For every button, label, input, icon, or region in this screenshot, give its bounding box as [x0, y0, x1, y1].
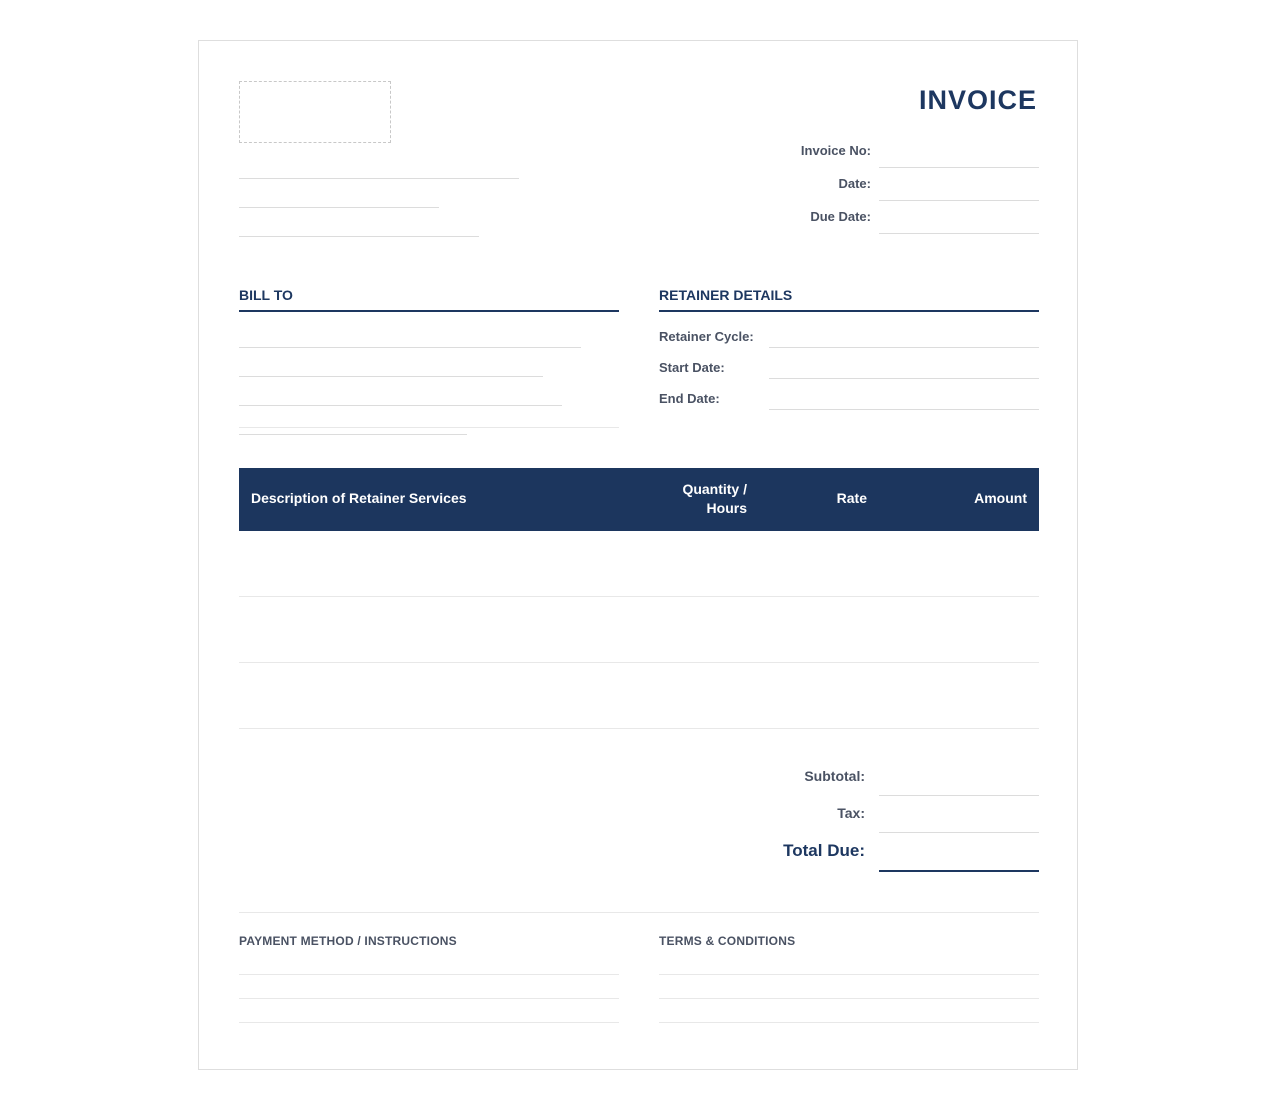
sender-line-1[interactable]	[239, 178, 519, 179]
table-row[interactable]	[239, 662, 1039, 663]
total-due-label: Total Due:	[783, 841, 865, 860]
column-description: Description of Retainer Services	[251, 490, 467, 506]
services-table-header	[239, 468, 1039, 531]
payment-line-2[interactable]	[239, 998, 619, 999]
due-date-label: Due Date:	[810, 209, 871, 224]
bill-to-line-3[interactable]	[239, 405, 562, 406]
invoice-no-field[interactable]	[879, 167, 1039, 168]
date-field[interactable]	[879, 200, 1039, 201]
payment-heading: PAYMENT METHOD / INSTRUCTIONS	[239, 934, 457, 948]
due-date-field[interactable]	[879, 233, 1039, 234]
column-quantity-line1: Quantity /	[682, 481, 747, 497]
bill-to-heading: BILL TO	[239, 287, 293, 303]
terms-line-3[interactable]	[659, 1022, 1039, 1023]
column-amount: Amount	[974, 490, 1027, 506]
table-row[interactable]	[239, 596, 1039, 597]
start-date-label: Start Date:	[659, 360, 725, 375]
end-date-field[interactable]	[769, 409, 1039, 410]
footer-divider	[239, 912, 1039, 913]
total-due-field[interactable]	[879, 870, 1039, 872]
subtotal-label: Subtotal:	[804, 768, 865, 784]
terms-line-2[interactable]	[659, 998, 1039, 999]
invoice-page	[198, 40, 1078, 1070]
terms-line-1[interactable]	[659, 974, 1039, 975]
terms-heading: TERMS & CONDITIONS	[659, 934, 796, 948]
bill-to-line-1[interactable]	[239, 347, 581, 348]
date-label: Date:	[838, 176, 871, 191]
bill-to-line-4[interactable]	[239, 427, 619, 428]
logo-placeholder[interactable]	[239, 81, 391, 143]
payment-line-3[interactable]	[239, 1022, 619, 1023]
end-date-label: End Date:	[659, 391, 720, 406]
sender-line-3[interactable]	[239, 236, 479, 237]
table-row[interactable]	[239, 728, 1039, 729]
invoice-no-label: Invoice No:	[800, 143, 871, 158]
subtotal-field[interactable]	[879, 795, 1039, 796]
bill-to-line-5[interactable]	[239, 434, 467, 435]
start-date-field[interactable]	[769, 378, 1039, 379]
bill-to-rule	[239, 310, 619, 312]
column-quantity-line2: Hours	[706, 500, 747, 516]
column-quantity	[682, 480, 747, 518]
retainer-details-heading: RETAINER DETAILS	[659, 287, 793, 303]
payment-line-1[interactable]	[239, 974, 619, 975]
retainer-details-rule	[659, 310, 1039, 312]
invoice-title: INVOICE	[918, 85, 1037, 115]
retainer-cycle-field[interactable]	[769, 347, 1039, 348]
tax-field[interactable]	[879, 832, 1039, 833]
column-rate: Rate	[836, 490, 867, 506]
bill-to-line-2[interactable]	[239, 376, 543, 377]
retainer-cycle-label: Retainer Cycle:	[659, 329, 754, 344]
sender-line-2[interactable]	[239, 207, 439, 208]
tax-label: Tax:	[837, 805, 865, 821]
